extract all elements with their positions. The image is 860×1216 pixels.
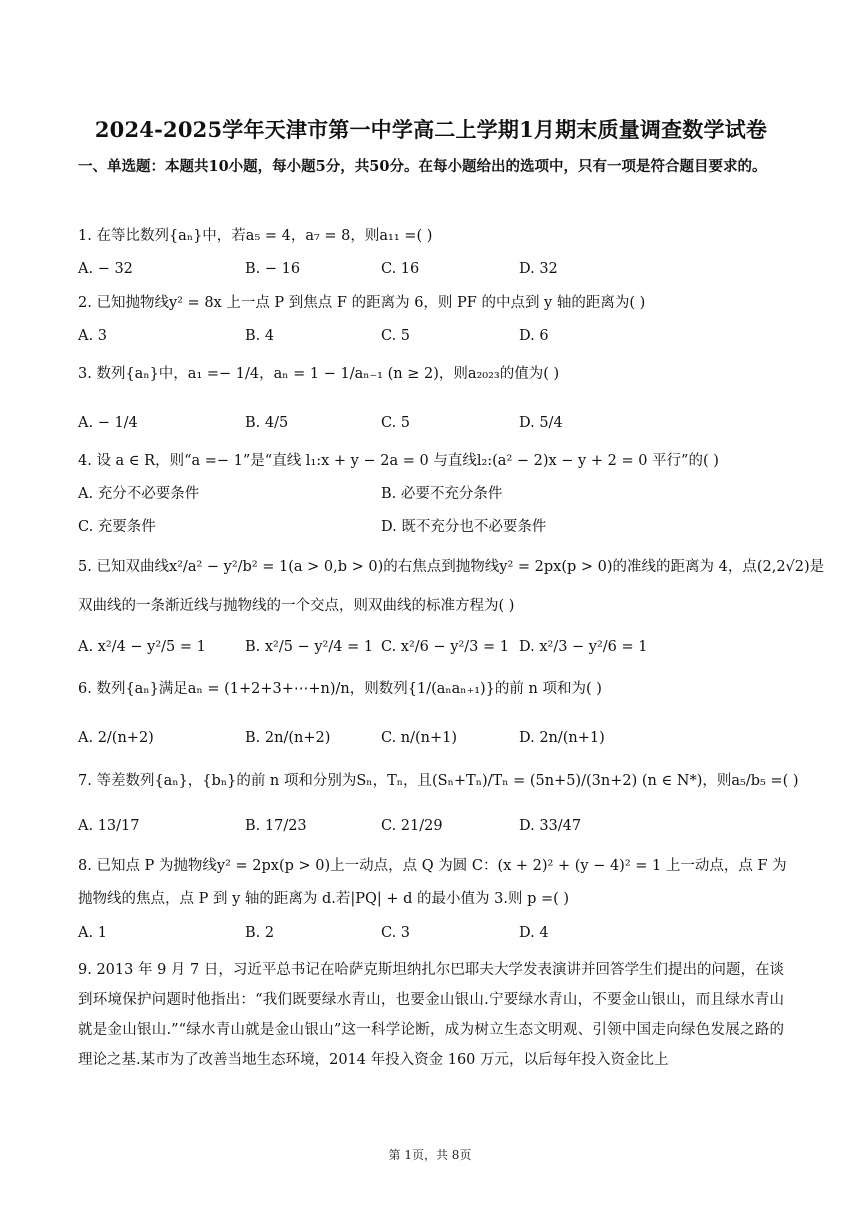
q1-option-a: A. − 32: [78, 261, 133, 277]
q4-option-c: C. 充要条件: [78, 519, 156, 535]
q8-option-b: B. 2: [245, 925, 275, 941]
q6-option-c: C. n/(n+1): [381, 730, 458, 746]
q1-option-d: D. 32: [519, 261, 558, 277]
question-2-stem: 2. 已知抛物线y² = 8x 上一点 P 到焦点 F 的距离为 6，则 PF 的中点到 y 轴的距离为( ): [78, 295, 646, 311]
q2-option-a: A. 3: [78, 328, 107, 344]
q7-option-b: B. 17/23: [245, 818, 307, 834]
q4-option-a: A. 充分不必要条件: [78, 486, 200, 502]
question-8-stem-line-2: 抛物线的焦点，点 P 到 y 轴的距离为 d.若|PQ| + d 的最小值为 3.则 p =( ): [78, 891, 570, 907]
q5-option-a: A. x²/4 − y²/5 = 1: [78, 639, 206, 655]
section-heading: 一、单选题：本题共10小题，每小题5分，共50分。在每小题给出的选项中，只有一项是符合题目要求的。: [78, 158, 767, 175]
q8-option-d: D. 4: [519, 925, 549, 941]
question-1-stem: 1. 在等比数列{aₙ}中，若a₅ = 4，a₇ = 8，则a₁₁ =( ): [78, 228, 433, 244]
q7-option-c: C. 21/29: [381, 818, 443, 834]
q6-option-b: B. 2n/(n+2): [245, 730, 331, 746]
question-7-stem: 7. 等差数列{aₙ}，{bₙ}的前 n 项和分别为Sₙ，Tₙ，且(Sₙ+Tₙ)/Tₙ = (5n+5)/(3n+2) (n ∈ N*)，则a₅/b₅ =( ): [78, 773, 799, 789]
question-4-stem: 4. 设 a ∈ R，则“a =− 1”是“直线 l₁:x + y − 2a = 0 与直线l₂:(a² − 2)x − y + 2 = 0 平行”的( ): [78, 453, 719, 469]
q3-option-c: C. 5: [381, 415, 411, 431]
q5-option-d: D. x²/3 − y²/6 = 1: [519, 639, 648, 655]
q3-option-b: B. 4/5: [245, 415, 289, 431]
page-title: 2024-2025学年天津市第一中学高二上学期1月期末质量调查数学试卷: [94, 117, 768, 142]
question-9-text: 9. 2013 年 9 月 7 日，习近平总书记在哈萨克斯坦纳扎尔巴耶夫大学发表演讲并回答学生们提出的问题，在谈到环境保护问题时他指出：“我们既要绿水青山，也要金山银山.宁要绿水青山，不要金山银山，而且绿水青山就是金山银山.”“绿水青山就是金山银山”这一科学论断，成为树立生态文明观、引领中国走向绿色发展之路的理论之基.某市为了改善当地生态环境，2014 年投入资金 160 万元，以后每年投入资金比上: [78, 962, 784, 1068]
q4-option-b: B. 必要不充分条件: [381, 486, 503, 502]
page-footer: 第 1页，共 8页: [388, 1148, 472, 1162]
q3-option-d: D. 5/4: [519, 415, 563, 431]
q2-option-b: B. 4: [245, 328, 275, 344]
question-8-stem-line-1: 8. 已知点 P 为抛物线y² = 2px(p > 0)上一动点，点 Q 为圆 C：(x + 2)² + (y − 4)² = 1 上一动点，点 F 为: [78, 858, 787, 874]
q1-option-b: B. − 16: [245, 261, 301, 277]
q8-option-a: A. 1: [78, 925, 107, 941]
question-5-stem-line-1: 5. 已知双曲线x²/a² − y²/b² = 1(a > 0,b > 0)的右焦点到抛物线y² = 2px(p > 0)的准线的距离为 4，点(2,2√2)是: [78, 559, 825, 575]
q1-option-c: C. 16: [381, 261, 420, 277]
question-6-stem: 6. 数列{aₙ}满足aₙ = (1+2+3+⋯+n)/n，则数列{1/(aₙaₙ₊₁)}的前 n 项和为( ): [78, 681, 602, 697]
q8-option-c: C. 3: [381, 925, 411, 941]
q7-option-a: A. 13/17: [78, 818, 140, 834]
q2-option-d: D. 6: [519, 328, 549, 344]
q2-option-c: C. 5: [381, 328, 411, 344]
question-3-stem: 3. 数列{aₙ}中，a₁ =− 1/4，aₙ = 1 − 1/aₙ₋₁ (n ≥ 2)，则a₂₀₂₃的值为( ): [78, 366, 560, 382]
q6-option-a: A. 2/(n+2): [78, 730, 154, 746]
q7-option-d: D. 33/47: [519, 818, 582, 834]
q3-option-a: A. − 1/4: [78, 415, 138, 431]
exam-page: [78, 0, 825, 1216]
question-5-stem-line-2: 双曲线的一条渐近线与抛物线的一个交点，则双曲线的标准方程为( ): [78, 598, 515, 614]
q5-option-b: B. x²/5 − y²/4 = 1: [245, 639, 374, 655]
q6-option-d: D. 2n/(n+1): [519, 730, 605, 746]
q4-option-d: D. 既不充分也不必要条件: [381, 519, 547, 535]
q5-option-c: C. x²/6 − y²/3 = 1: [381, 639, 509, 655]
